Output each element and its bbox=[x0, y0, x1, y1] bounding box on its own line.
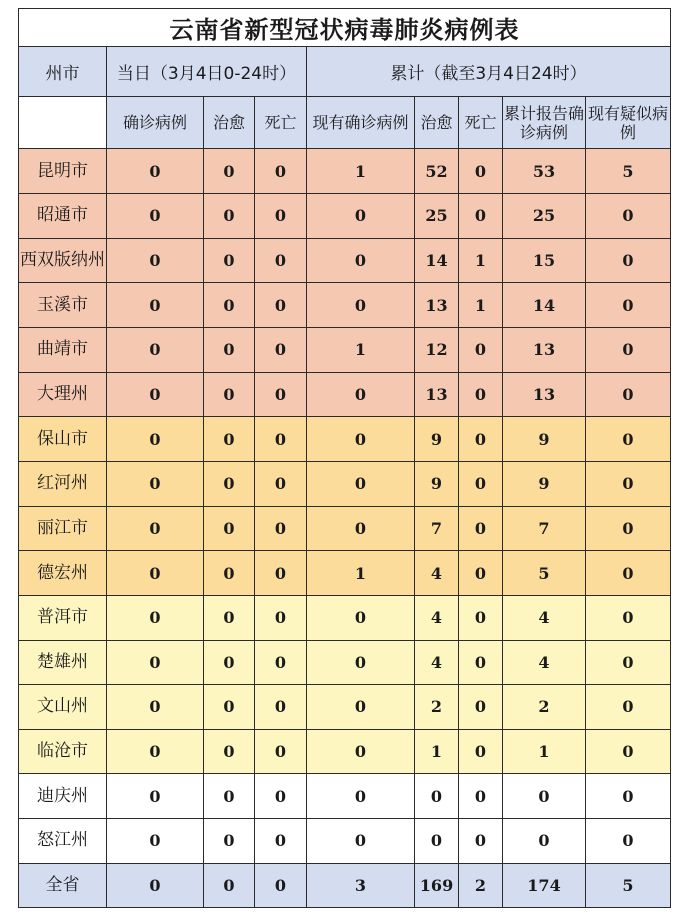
current-suspected-cell: 0 bbox=[586, 685, 671, 730]
cumulative-deaths-cell: 2 bbox=[459, 863, 503, 907]
region-name-cell: 玉溪市 bbox=[19, 283, 107, 328]
cumulative-cured-cell: 12 bbox=[415, 328, 459, 373]
daily-cured-cell: 0 bbox=[204, 372, 255, 417]
daily-cured-cell: 0 bbox=[204, 774, 255, 819]
daily-deaths-cell: 0 bbox=[255, 729, 307, 774]
cumulative-cured-cell: 13 bbox=[415, 372, 459, 417]
table-row bbox=[19, 640, 671, 685]
current-confirmed-cell: 0 bbox=[307, 506, 415, 551]
daily-cured-cell: 0 bbox=[204, 685, 255, 730]
table-row bbox=[19, 461, 671, 506]
daily-cured-cell: 0 bbox=[204, 595, 255, 640]
daily-deaths-cell: 0 bbox=[255, 283, 307, 328]
region-name-cell: 文山州 bbox=[19, 685, 107, 730]
cumulative-confirmed-cell: 9 bbox=[503, 417, 586, 462]
col-header-current-confirmed: 现有确诊病例 bbox=[307, 97, 415, 149]
daily-deaths-cell: 0 bbox=[255, 372, 307, 417]
daily-deaths-cell: 0 bbox=[255, 685, 307, 730]
table-row bbox=[19, 149, 671, 194]
col-header-cumulative-deaths: 死亡 bbox=[459, 97, 503, 149]
current-confirmed-cell: 0 bbox=[307, 595, 415, 640]
col-header-daily-cured: 治愈 bbox=[204, 97, 255, 149]
daily-cured-cell: 0 bbox=[204, 461, 255, 506]
table-row bbox=[19, 774, 671, 819]
daily-confirmed-cell: 0 bbox=[107, 729, 204, 774]
cumulative-deaths-cell: 0 bbox=[459, 819, 503, 864]
current-confirmed-cell: 0 bbox=[307, 283, 415, 328]
current-suspected-cell: 0 bbox=[586, 238, 671, 283]
current-suspected-cell: 0 bbox=[586, 595, 671, 640]
table-row bbox=[19, 194, 671, 239]
cumulative-confirmed-cell: 4 bbox=[503, 595, 586, 640]
blank-header-cell bbox=[19, 97, 107, 149]
daily-confirmed-cell: 0 bbox=[107, 372, 204, 417]
daily-confirmed-cell: 0 bbox=[107, 819, 204, 864]
daily-confirmed-cell: 0 bbox=[107, 238, 204, 283]
cumulative-cured-cell: 14 bbox=[415, 238, 459, 283]
daily-cured-cell: 0 bbox=[204, 640, 255, 685]
current-confirmed-cell: 0 bbox=[307, 372, 415, 417]
daily-deaths-cell: 0 bbox=[255, 238, 307, 283]
daily-confirmed-cell: 0 bbox=[107, 506, 204, 551]
daily-cured-cell: 0 bbox=[204, 238, 255, 283]
cumulative-confirmed-cell: 4 bbox=[503, 640, 586, 685]
cumulative-confirmed-cell: 1 bbox=[503, 729, 586, 774]
region-name-cell: 大理州 bbox=[19, 372, 107, 417]
cumulative-deaths-cell: 0 bbox=[459, 685, 503, 730]
cumulative-deaths-cell: 1 bbox=[459, 283, 503, 328]
region-name-cell: 普洱市 bbox=[19, 595, 107, 640]
cumulative-cured-cell: 0 bbox=[415, 819, 459, 864]
cumulative-cured-cell: 25 bbox=[415, 194, 459, 239]
region-name-cell: 楚雄州 bbox=[19, 640, 107, 685]
daily-deaths-cell: 0 bbox=[255, 640, 307, 685]
current-confirmed-cell: 0 bbox=[307, 417, 415, 462]
daily-confirmed-cell: 0 bbox=[107, 863, 204, 907]
region-name-cell: 昆明市 bbox=[19, 149, 107, 194]
col-header-cumulative-confirmed: 累计报告确诊病例 bbox=[503, 97, 586, 149]
cumulative-confirmed-cell: 5 bbox=[503, 551, 586, 596]
daily-confirmed-cell: 0 bbox=[107, 149, 204, 194]
daily-deaths-cell: 0 bbox=[255, 595, 307, 640]
cumulative-confirmed-cell: 25 bbox=[503, 194, 586, 239]
cumulative-confirmed-cell: 7 bbox=[503, 506, 586, 551]
current-suspected-cell: 0 bbox=[586, 506, 671, 551]
current-suspected-cell: 0 bbox=[586, 194, 671, 239]
cumulative-deaths-cell: 0 bbox=[459, 194, 503, 239]
current-confirmed-cell: 1 bbox=[307, 551, 415, 596]
current-suspected-cell: 0 bbox=[586, 328, 671, 373]
cumulative-confirmed-cell: 53 bbox=[503, 149, 586, 194]
cumulative-deaths-cell: 0 bbox=[459, 774, 503, 819]
region-name-cell: 西双版纳州 bbox=[19, 238, 107, 283]
daily-cured-cell: 0 bbox=[204, 328, 255, 373]
cumulative-deaths-cell: 0 bbox=[459, 149, 503, 194]
daily-cured-cell: 0 bbox=[204, 194, 255, 239]
region-name-cell: 怒江州 bbox=[19, 819, 107, 864]
case-table bbox=[18, 8, 671, 908]
col-header-current-suspected: 现有疑似病例 bbox=[586, 97, 671, 149]
current-confirmed-cell: 1 bbox=[307, 328, 415, 373]
cumulative-confirmed-cell: 9 bbox=[503, 461, 586, 506]
table-row bbox=[19, 372, 671, 417]
table-row bbox=[19, 595, 671, 640]
cumulative-deaths-cell: 0 bbox=[459, 417, 503, 462]
region-name-cell: 红河州 bbox=[19, 461, 107, 506]
current-suspected-cell: 0 bbox=[586, 640, 671, 685]
cumulative-cured-cell: 4 bbox=[415, 595, 459, 640]
region-header: 州市 bbox=[19, 47, 107, 97]
col-header-cumulative-cured: 治愈 bbox=[415, 97, 459, 149]
table-row bbox=[19, 283, 671, 328]
current-confirmed-cell: 0 bbox=[307, 685, 415, 730]
region-name-cell: 全省 bbox=[19, 863, 107, 907]
current-suspected-cell: 0 bbox=[586, 819, 671, 864]
daily-deaths-cell: 0 bbox=[255, 506, 307, 551]
table-row bbox=[19, 417, 671, 462]
daily-group-header: 当日（3月4日0-24时） bbox=[107, 47, 307, 97]
daily-deaths-cell: 0 bbox=[255, 774, 307, 819]
daily-confirmed-cell: 0 bbox=[107, 194, 204, 239]
daily-deaths-cell: 0 bbox=[255, 417, 307, 462]
daily-deaths-cell: 0 bbox=[255, 551, 307, 596]
cumulative-cured-cell: 9 bbox=[415, 417, 459, 462]
current-suspected-cell: 0 bbox=[586, 551, 671, 596]
cumulative-cured-cell: 7 bbox=[415, 506, 459, 551]
daily-deaths-cell: 0 bbox=[255, 194, 307, 239]
daily-confirmed-cell: 0 bbox=[107, 328, 204, 373]
daily-cured-cell: 0 bbox=[204, 506, 255, 551]
daily-cured-cell: 0 bbox=[204, 283, 255, 328]
cumulative-deaths-cell: 0 bbox=[459, 729, 503, 774]
daily-confirmed-cell: 0 bbox=[107, 461, 204, 506]
cumulative-cured-cell: 4 bbox=[415, 640, 459, 685]
region-name-cell: 德宏州 bbox=[19, 551, 107, 596]
daily-deaths-cell: 0 bbox=[255, 149, 307, 194]
cumulative-confirmed-cell: 174 bbox=[503, 863, 586, 907]
region-name-cell: 昭通市 bbox=[19, 194, 107, 239]
region-name-cell: 丽江市 bbox=[19, 506, 107, 551]
current-confirmed-cell: 0 bbox=[307, 461, 415, 506]
current-confirmed-cell: 0 bbox=[307, 194, 415, 239]
cumulative-deaths-cell: 0 bbox=[459, 551, 503, 596]
current-suspected-cell: 5 bbox=[586, 149, 671, 194]
cumulative-confirmed-cell: 0 bbox=[503, 774, 586, 819]
table-row bbox=[19, 685, 671, 730]
daily-cured-cell: 0 bbox=[204, 729, 255, 774]
daily-cured-cell: 0 bbox=[204, 863, 255, 907]
cumulative-group-header: 累计（截至3月4日24时） bbox=[307, 47, 671, 97]
daily-confirmed-cell: 0 bbox=[107, 774, 204, 819]
daily-deaths-cell: 0 bbox=[255, 461, 307, 506]
daily-cured-cell: 0 bbox=[204, 819, 255, 864]
cumulative-deaths-cell: 0 bbox=[459, 328, 503, 373]
daily-deaths-cell: 0 bbox=[255, 328, 307, 373]
current-confirmed-cell: 3 bbox=[307, 863, 415, 907]
cumulative-confirmed-cell: 2 bbox=[503, 685, 586, 730]
cumulative-confirmed-cell: 14 bbox=[503, 283, 586, 328]
region-name-cell: 保山市 bbox=[19, 417, 107, 462]
daily-confirmed-cell: 0 bbox=[107, 283, 204, 328]
daily-confirmed-cell: 0 bbox=[107, 640, 204, 685]
current-suspected-cell: 0 bbox=[586, 372, 671, 417]
table-row bbox=[19, 551, 671, 596]
cumulative-cured-cell: 1 bbox=[415, 729, 459, 774]
cumulative-cured-cell: 169 bbox=[415, 863, 459, 907]
table-row bbox=[19, 506, 671, 551]
current-confirmed-cell: 0 bbox=[307, 774, 415, 819]
current-suspected-cell: 0 bbox=[586, 283, 671, 328]
current-confirmed-cell: 0 bbox=[307, 729, 415, 774]
region-name-cell: 迪庆州 bbox=[19, 774, 107, 819]
cumulative-confirmed-cell: 15 bbox=[503, 238, 586, 283]
daily-cured-cell: 0 bbox=[204, 149, 255, 194]
cumulative-cured-cell: 0 bbox=[415, 774, 459, 819]
daily-confirmed-cell: 0 bbox=[107, 551, 204, 596]
cumulative-deaths-cell: 0 bbox=[459, 461, 503, 506]
cumulative-cured-cell: 52 bbox=[415, 149, 459, 194]
cumulative-cured-cell: 13 bbox=[415, 283, 459, 328]
cumulative-deaths-cell: 0 bbox=[459, 595, 503, 640]
current-suspected-cell: 0 bbox=[586, 417, 671, 462]
current-confirmed-cell: 1 bbox=[307, 149, 415, 194]
table-row bbox=[19, 729, 671, 774]
current-suspected-cell: 0 bbox=[586, 774, 671, 819]
table-row bbox=[19, 819, 671, 864]
cumulative-cured-cell: 9 bbox=[415, 461, 459, 506]
current-confirmed-cell: 0 bbox=[307, 819, 415, 864]
table-row bbox=[19, 328, 671, 373]
current-suspected-cell: 0 bbox=[586, 461, 671, 506]
daily-cured-cell: 0 bbox=[204, 417, 255, 462]
daily-deaths-cell: 0 bbox=[255, 863, 307, 907]
region-name-cell: 曲靖市 bbox=[19, 328, 107, 373]
region-name-cell: 临沧市 bbox=[19, 729, 107, 774]
cumulative-confirmed-cell: 13 bbox=[503, 372, 586, 417]
col-header-daily-deaths: 死亡 bbox=[255, 97, 307, 149]
daily-deaths-cell: 0 bbox=[255, 819, 307, 864]
total-row bbox=[19, 863, 671, 907]
table-row bbox=[19, 238, 671, 283]
cumulative-deaths-cell: 0 bbox=[459, 506, 503, 551]
cumulative-confirmed-cell: 0 bbox=[503, 819, 586, 864]
table-title: 云南省新型冠状病毒肺炎病例表 bbox=[19, 9, 671, 47]
daily-confirmed-cell: 0 bbox=[107, 595, 204, 640]
daily-confirmed-cell: 0 bbox=[107, 685, 204, 730]
current-confirmed-cell: 0 bbox=[307, 640, 415, 685]
current-confirmed-cell: 0 bbox=[307, 238, 415, 283]
daily-cured-cell: 0 bbox=[204, 551, 255, 596]
cumulative-deaths-cell: 0 bbox=[459, 640, 503, 685]
cumulative-confirmed-cell: 13 bbox=[503, 328, 586, 373]
cumulative-cured-cell: 2 bbox=[415, 685, 459, 730]
current-suspected-cell: 0 bbox=[586, 729, 671, 774]
cumulative-cured-cell: 4 bbox=[415, 551, 459, 596]
daily-confirmed-cell: 0 bbox=[107, 417, 204, 462]
col-header-daily-confirmed: 确诊病例 bbox=[107, 97, 204, 149]
current-suspected-cell: 5 bbox=[586, 863, 671, 907]
cumulative-deaths-cell: 0 bbox=[459, 372, 503, 417]
cumulative-deaths-cell: 1 bbox=[459, 238, 503, 283]
